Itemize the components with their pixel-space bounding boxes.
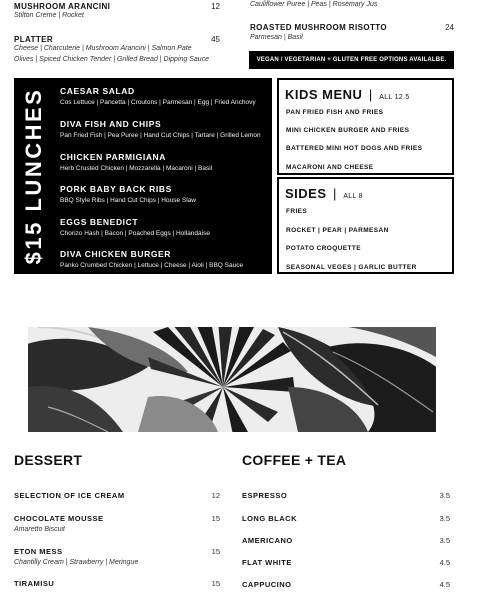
lunch-item-name: DIVA CHICKEN BURGER xyxy=(60,249,172,259)
menu-item-desc-line2: Olives | Spiced Chicken Tender | Grilled Bread | Dipping Sauce xyxy=(14,56,210,63)
coffee-tea-title: COFFEE + TEA xyxy=(242,452,347,468)
coffee-item-price: 3.5 xyxy=(439,514,450,523)
coffee-item xyxy=(242,558,450,567)
dietary-options-banner: VEGAN / VEGETARIAN + GLUTEN FREE OPTIONS AVAILALBE. xyxy=(249,51,454,69)
lunch-item xyxy=(60,217,210,237)
lunch-item xyxy=(60,86,256,106)
dessert-item-price: 12 xyxy=(211,491,220,500)
coffee-item xyxy=(242,580,450,589)
lunch-item xyxy=(60,184,196,204)
sides-header xyxy=(285,185,363,203)
sides-title: SIDES xyxy=(285,186,327,201)
palm-leaf-image xyxy=(28,327,436,432)
sides-item: POTATO CROQUETTE xyxy=(286,245,362,252)
menu-item-name: ROASTED MUSHROOM RISOTTO xyxy=(250,23,388,32)
kids-menu-price: ALL 12.5 xyxy=(379,94,410,101)
coffee-item-price: 3.5 xyxy=(439,536,450,545)
coffee-item-price: 4.5 xyxy=(439,580,450,589)
menu-item-desc: Cauliflower Puree | Peas | Rosemary Jus xyxy=(250,1,378,8)
dessert-item-price: 15 xyxy=(211,579,220,588)
coffee-item xyxy=(242,491,450,500)
coffee-item-name: CAPPUCINO xyxy=(242,580,292,589)
dessert-item-name: ETON MESS xyxy=(14,547,63,556)
sides-item: SEASONAL VEGES | GARLIC BUTTER xyxy=(286,264,417,271)
dessert-item-name: SELECTION OF ICE CREAM xyxy=(14,491,125,500)
menu-item-name: MUSHROOM ARANCINI xyxy=(14,2,111,11)
dessert-item xyxy=(14,547,220,566)
sides-separator: | xyxy=(332,186,337,201)
kids-menu-item: BATTERED MINI HOT DOGS AND FRIES xyxy=(286,145,423,152)
sides-item: ROCKET | PEAR | PARMESAN xyxy=(286,227,389,234)
menu-item-desc: Cheese | Charcuterie | Mushroom Arancini | Salmon Pate xyxy=(14,45,192,52)
sides-item: FRIES xyxy=(286,208,308,215)
lunch-item xyxy=(60,152,212,172)
lunch-item-name: PORK BABY BACK RIBS xyxy=(60,184,172,194)
dessert-item xyxy=(14,514,220,533)
lunches-panel xyxy=(14,78,272,274)
dessert-title: DESSERT xyxy=(14,452,83,468)
coffee-item xyxy=(242,514,450,523)
kids-menu-title: KIDS MENU xyxy=(285,87,363,102)
lunch-item xyxy=(60,249,243,269)
lunch-item-desc: Cos Lettuce | Pancetta | Croutons | Parmesan | Egg | Fried Anchovy xyxy=(60,99,256,106)
lunch-item-desc: Chorizo Hash | Bacon | Poached Eggs | Hollandaise xyxy=(60,230,210,237)
menu-item-price: 45 xyxy=(211,35,220,44)
dessert-item xyxy=(14,579,220,588)
kids-menu-separator: | xyxy=(368,87,373,102)
menu-item-name: PLATTER xyxy=(14,35,54,44)
coffee-item-name: FLAT WHITE xyxy=(242,558,292,567)
coffee-item-name: LONG BLACK xyxy=(242,514,297,523)
dessert-item xyxy=(14,491,220,500)
dessert-item-desc: Chantilly Cream | Strawberry | Meringue xyxy=(14,559,139,566)
menu-item-desc: Parmesan | Basil xyxy=(250,34,303,41)
sides-panel xyxy=(277,177,454,274)
coffee-item-name: ESPRESSO xyxy=(242,491,288,500)
coffee-item-price: 3.5 xyxy=(439,491,450,500)
coffee-item-name: AMERICANO xyxy=(242,536,293,545)
kids-menu-item: PAN FRIED FISH AND FRIES xyxy=(286,109,384,116)
coffee-item xyxy=(242,536,450,545)
sides-price: ALL 8 xyxy=(343,193,363,200)
lunch-item-desc: BBQ Style Ribs | Hand Cut Chips | House Slaw xyxy=(60,197,196,204)
kids-menu-item: MACARONI AND CHEESE xyxy=(286,164,374,171)
menu-item-price: 24 xyxy=(445,23,454,32)
dessert-item-price: 15 xyxy=(211,514,220,523)
menu-item-price: 12 xyxy=(211,2,220,11)
lunch-item-name: CHICKEN PARMIGIANA xyxy=(60,152,167,162)
kids-menu-header xyxy=(285,86,409,104)
palm-leaf-icon xyxy=(28,327,436,432)
coffee-item-price: 4.5 xyxy=(439,558,450,567)
dessert-item-price: 15 xyxy=(211,547,220,556)
lunch-item-desc: Herb Crusted Chicken | Mozzarella | Macaroni | Basil xyxy=(60,165,213,172)
kids-menu-panel xyxy=(277,78,454,175)
lunch-item-desc: Panko Crumbed Chicken | Lettuce | Cheese | Aioli | BBQ Sauce xyxy=(60,262,244,269)
dessert-item-name: CHOCOLATE MOUSSE xyxy=(14,514,104,523)
lunch-item-name: DIVA FISH AND CHIPS xyxy=(60,119,162,129)
dessert-item-desc: Amaretto Biscuit xyxy=(14,526,65,533)
dessert-item-name: TIRAMISU xyxy=(14,579,55,588)
lunch-item-name: EGGS BENEDICT xyxy=(60,217,139,227)
lunches-title: $15 LUNCHES xyxy=(21,87,46,265)
lunch-item xyxy=(60,119,261,139)
lunch-item-desc: Pan Fried Fish | Pea Puree | Hand Cut Chips | Tartare | Grilled Lemon xyxy=(60,132,261,139)
menu-item-desc: Stilton Creme | Rocket xyxy=(14,12,84,19)
lunch-item-name: CAESAR SALAD xyxy=(60,86,135,96)
kids-menu-item: MINI CHICKEN BURGER AND FRIES xyxy=(286,127,410,134)
